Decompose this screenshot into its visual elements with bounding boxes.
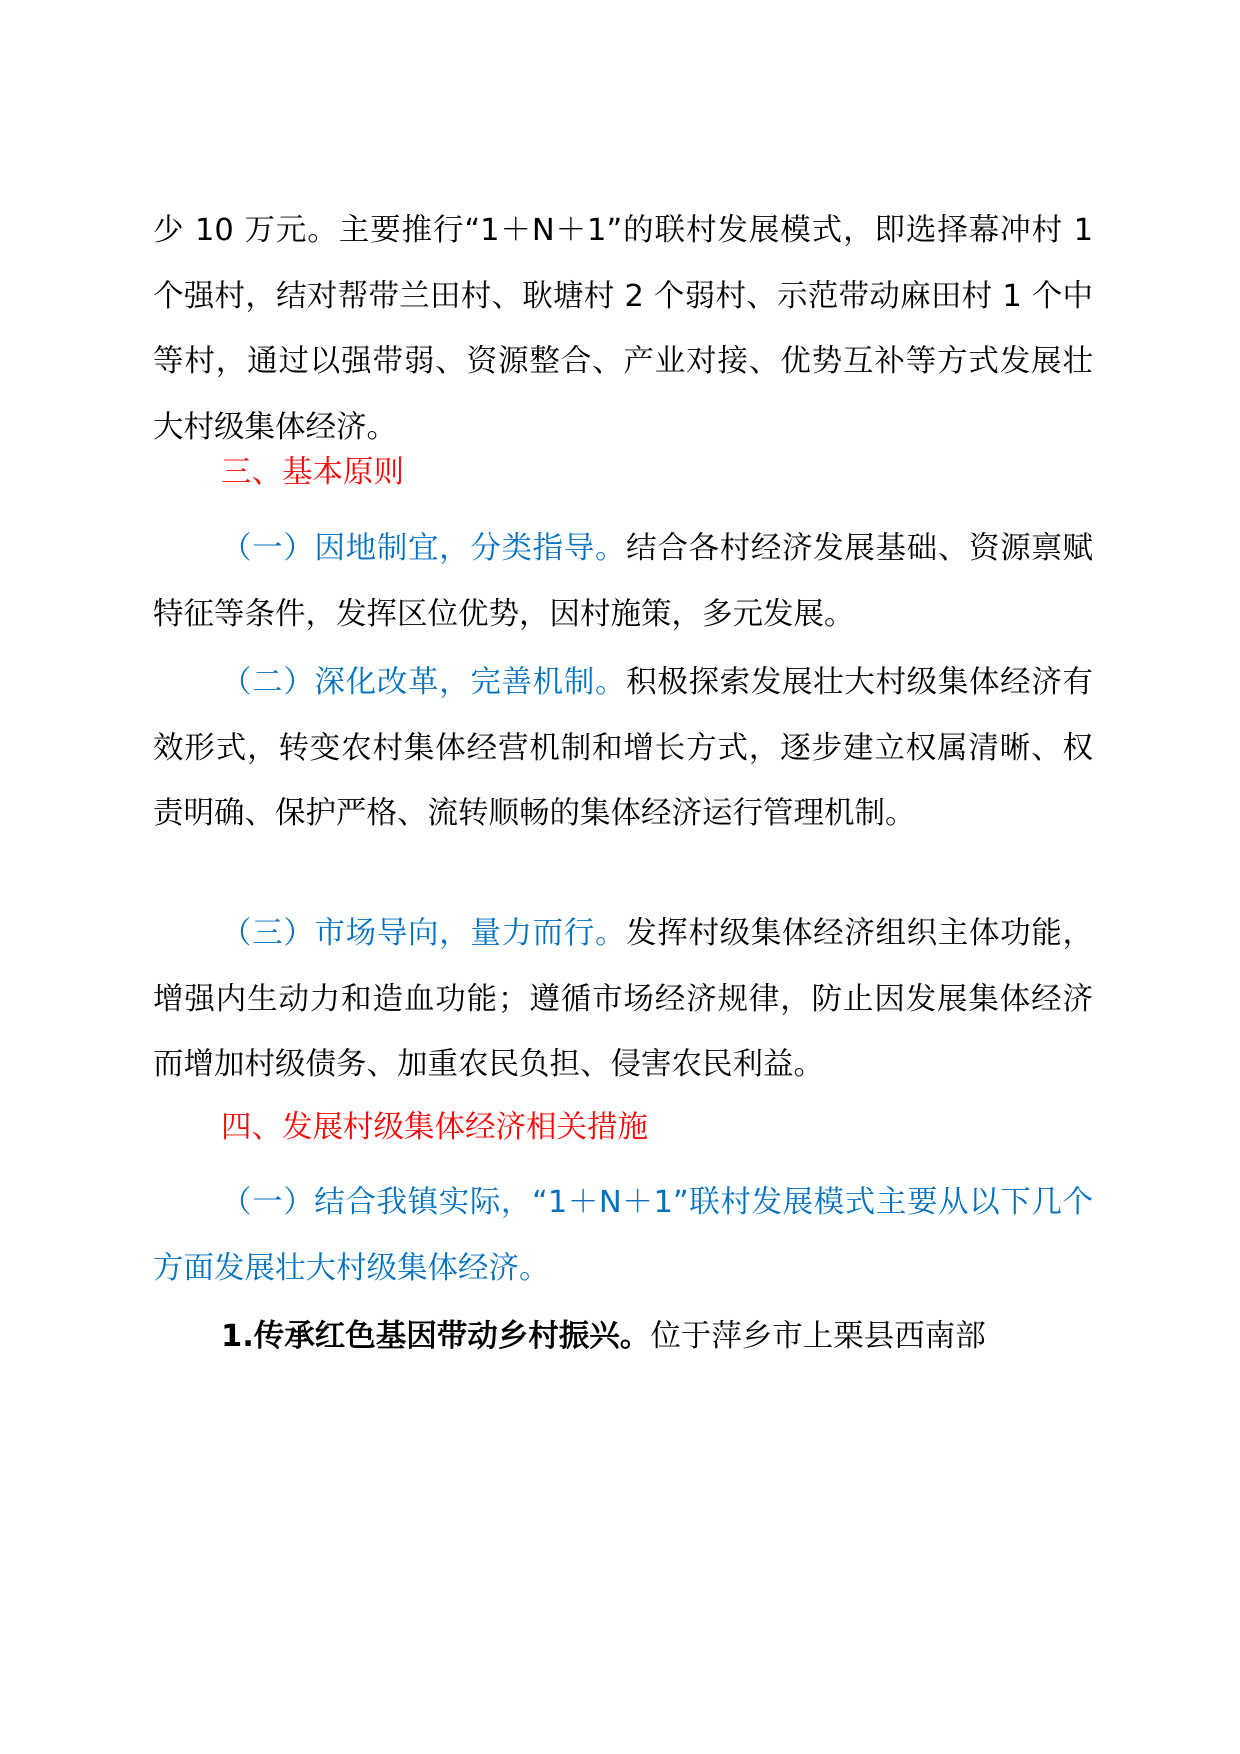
principle-3-title: （三）市场导向，量力而行。: [221, 916, 627, 951]
measure-1: （一）结合我镇实际，“1＋N＋1”联村发展模式主要从以下几个方面发展壮大村级集体经济。: [153, 1185, 1093, 1286]
section-heading-4: 四、发展村级集体经济相关措施: [221, 1110, 648, 1145]
principle-1-body: 结合各村经济发展基础、资源禀赋特征等条件，发挥区位优势，因村施策，多元发展。: [153, 531, 1094, 632]
principle-1-title: （一）因地制宜，分类指导。: [221, 531, 627, 566]
principle-3-body: 发挥村级集体经济组织主体功能，增强内生动力和造血功能；遵循市场经济规律，防止因发展集体经济而增加村级债务、加重农民负担、侵害农民利益。: [153, 916, 1094, 1082]
item-1: [153, 1304, 1093, 1370]
item-1-title: 1.传承红色基因带动乡村振兴。: [221, 1319, 651, 1354]
principle-3: [153, 901, 1093, 1098]
principle-2: [153, 650, 1093, 847]
item-1-body: 位于萍乡市上栗县西南部: [650, 1319, 986, 1354]
principle-1: [153, 516, 1093, 647]
section-heading-3: 三、基本原则: [221, 455, 404, 490]
paragraph-intro: 少 10 万元。主要推行“1＋N＋1”的联村发展模式，即选择幕冲村 1 个强村，结对帮带兰田村、耿塘村 2 个弱村、示范带动麻田村 1 个中等村，通过以强带弱、资源整合、产业对接、优势互补等方式发展壮大村级集体经济。: [153, 213, 1093, 445]
principle-2-body: 积极探索发展壮大村级集体经济有效形式，转变农村集体经营机制和增长方式，逐步建立权属清晰、权责明确、保护严格、流转顺畅的集体经济运行管理机制。: [153, 665, 1094, 831]
principle-2-title: （二）深化改革，完善机制。: [221, 665, 627, 700]
